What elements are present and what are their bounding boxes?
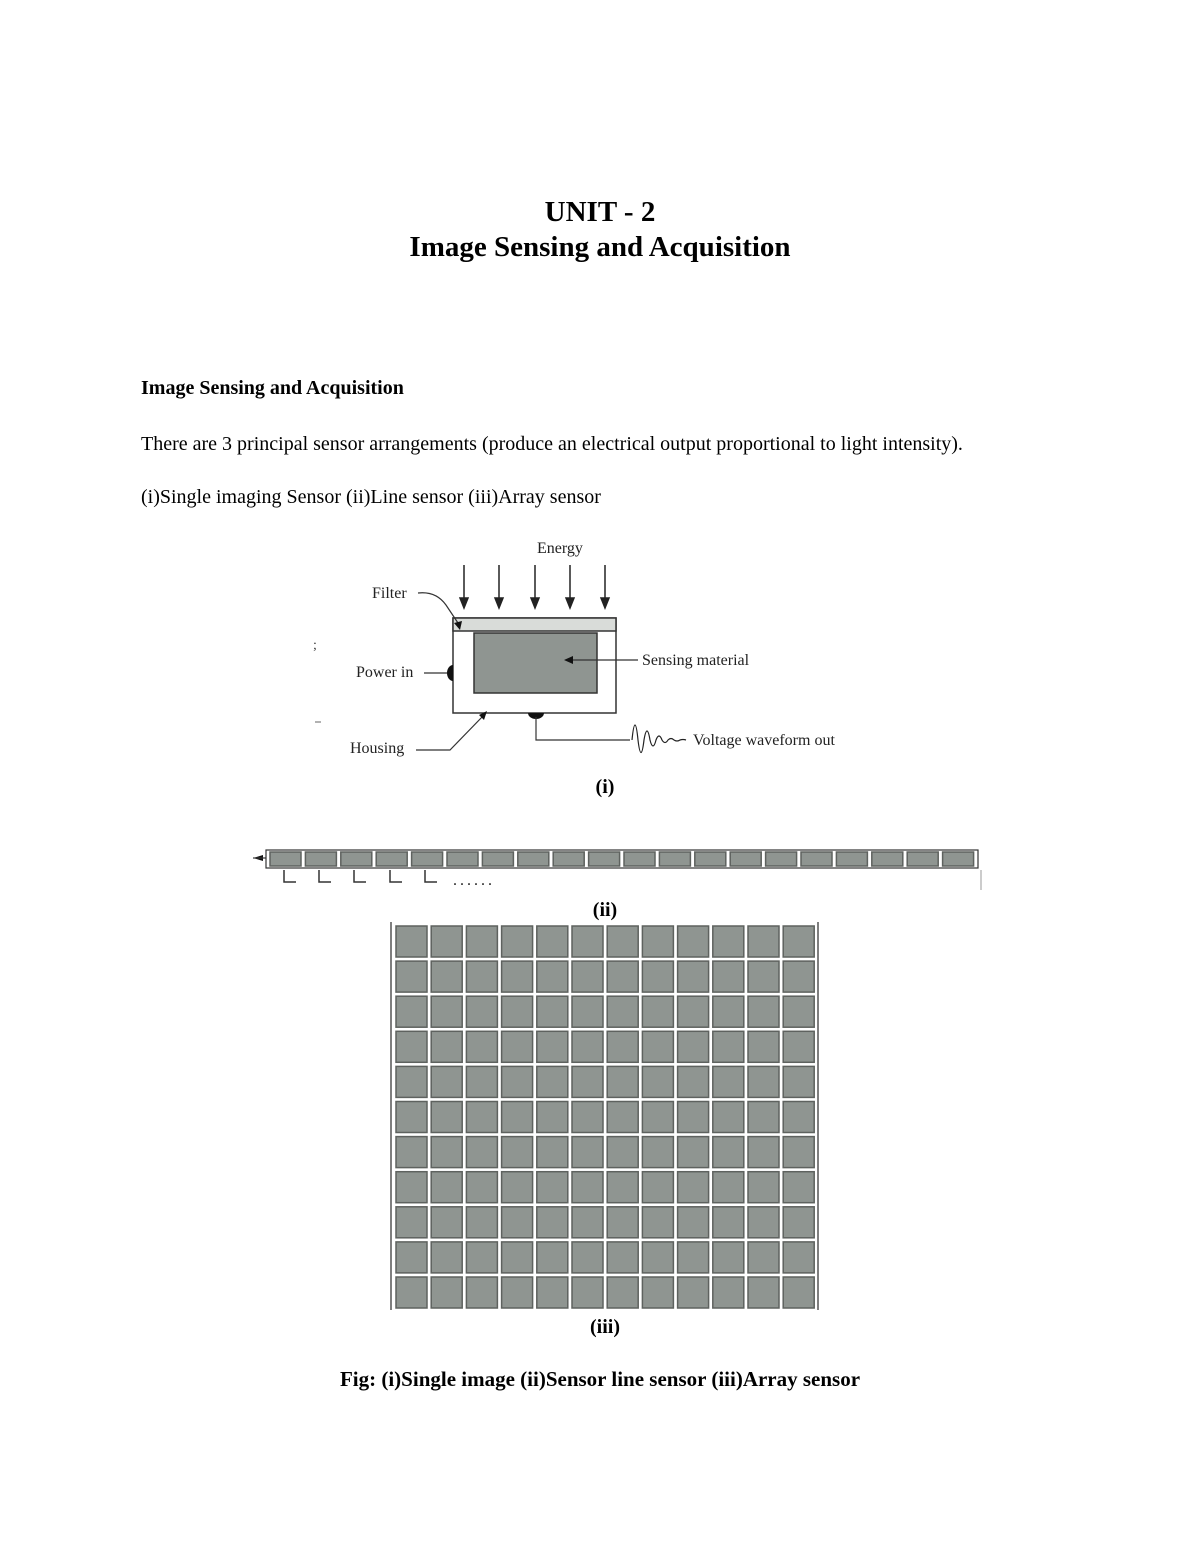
array-sensor-cell xyxy=(748,1066,779,1097)
line-sensor-cell xyxy=(659,852,690,866)
array-sensor-cell xyxy=(396,1066,427,1097)
array-sensor-cell xyxy=(466,1172,497,1203)
array-sensor-cell xyxy=(783,1137,814,1168)
array-sensor-cell xyxy=(537,1137,568,1168)
array-sensor-cell xyxy=(678,996,709,1027)
array-sensor-cell xyxy=(607,1031,638,1062)
array-sensor-cell xyxy=(537,1102,568,1133)
array-sensor-cell xyxy=(783,996,814,1027)
array-sensor-cell xyxy=(537,996,568,1027)
array-sensor-cell xyxy=(396,926,427,957)
array-sensor-cell xyxy=(572,1242,603,1273)
array-sensor-cell xyxy=(642,1277,673,1308)
array-sensor-cell xyxy=(678,1102,709,1133)
array-sensor-cell xyxy=(431,1031,462,1062)
line-sensor-cell xyxy=(836,852,867,866)
array-sensor-cell xyxy=(502,926,533,957)
array-sensor-cell xyxy=(502,961,533,992)
array-sensor-cell xyxy=(396,1102,427,1133)
line-sensor-cell xyxy=(305,852,336,866)
array-sensor-cell xyxy=(713,996,744,1027)
array-sensor-cell xyxy=(572,1277,603,1308)
array-sensor-cell xyxy=(466,1242,497,1273)
array-sensor-cell xyxy=(572,1137,603,1168)
array-sensor-cell xyxy=(431,1102,462,1133)
array-sensor-cell xyxy=(466,1031,497,1062)
line-sensor-cell xyxy=(341,852,372,866)
array-sensor-cell xyxy=(502,1031,533,1062)
array-sensor-cell xyxy=(537,1066,568,1097)
array-sensor-cell xyxy=(572,1066,603,1097)
array-sensor-cell xyxy=(713,1277,744,1308)
array-sensor-cell xyxy=(642,996,673,1027)
power-connector xyxy=(447,665,453,681)
array-sensor-cell xyxy=(502,1172,533,1203)
array-sensor-diagram xyxy=(388,920,822,1314)
array-sensor-cell xyxy=(607,926,638,957)
housing-label: Housing xyxy=(350,740,405,757)
array-sensor-cell xyxy=(502,1102,533,1133)
array-sensor-cell xyxy=(713,961,744,992)
array-sensor-cell xyxy=(713,1242,744,1273)
array-sensor-cell xyxy=(748,1277,779,1308)
array-sensor-cell xyxy=(572,1207,603,1238)
array-sensor-cell xyxy=(642,926,673,957)
power-in-label: Power in xyxy=(356,664,414,681)
array-sensor-cell xyxy=(396,1031,427,1062)
array-sensor-cell xyxy=(607,1137,638,1168)
array-sensor-cell xyxy=(431,1066,462,1097)
array-sensor-cells xyxy=(396,926,814,1308)
section-heading: Image Sensing and Acquisition xyxy=(141,377,404,399)
array-sensor-cell xyxy=(607,996,638,1027)
array-sensor-cell xyxy=(537,1172,568,1203)
array-sensor-cell xyxy=(783,1242,814,1273)
array-sensor-cell xyxy=(466,1137,497,1168)
array-sensor-cell xyxy=(678,1066,709,1097)
array-sensor-cell xyxy=(431,1172,462,1203)
array-sensor-cell xyxy=(748,1242,779,1273)
filter-label: Filter xyxy=(372,585,407,602)
array-sensor-cell xyxy=(678,1172,709,1203)
continuation-dots: ...... xyxy=(453,872,495,889)
figure-caption: Fig: (i)Single image (ii)Sensor line sensor (iii)Array sensor xyxy=(339,1367,861,1391)
array-sensor-cell xyxy=(502,996,533,1027)
array-sensor-cell xyxy=(713,1102,744,1133)
array-sensor-cell xyxy=(572,996,603,1027)
array-sensor-cell xyxy=(748,1137,779,1168)
line-sensor-cell xyxy=(872,852,903,866)
array-sensor-cell xyxy=(607,1277,638,1308)
line-sensor-cell xyxy=(589,852,620,866)
array-sensor-cell xyxy=(678,961,709,992)
array-sensor-cell xyxy=(783,1207,814,1238)
array-sensor-cell xyxy=(537,926,568,957)
array-sensor-cell xyxy=(431,996,462,1027)
array-sensor-cell xyxy=(783,926,814,957)
array-sensor-cell xyxy=(642,1207,673,1238)
energy-label: Energy xyxy=(537,540,583,557)
array-sensor-cell xyxy=(748,961,779,992)
array-sensor-cell xyxy=(396,1137,427,1168)
array-sensor-cell xyxy=(642,1066,673,1097)
array-sensor-cell xyxy=(783,1066,814,1097)
array-sensor-cell xyxy=(466,1102,497,1133)
energy-arrows xyxy=(460,565,609,608)
array-sensor-cell xyxy=(783,1277,814,1308)
body-paragraph: There are 3 principal sensor arrangements (produce an electrical output proportional to light intensity). xyxy=(141,433,963,455)
array-sensor-cell xyxy=(396,1242,427,1273)
array-sensor-cell xyxy=(607,1242,638,1273)
array-sensor-cell xyxy=(431,1277,462,1308)
sensor-list-line: (i)Single imaging Sensor (ii)Line sensor (iii)Array sensor xyxy=(141,486,601,508)
array-sensor-cell xyxy=(748,1031,779,1062)
array-sensor-cell xyxy=(572,961,603,992)
array-sensor-cell xyxy=(678,926,709,957)
line-sensor-cell xyxy=(412,852,443,866)
waveform-icon xyxy=(632,725,686,753)
array-sensor-cell xyxy=(642,1172,673,1203)
array-sensor-cell xyxy=(783,1172,814,1203)
array-sensor-cell xyxy=(466,1277,497,1308)
array-sensor-cell xyxy=(783,1031,814,1062)
array-sensor-cell xyxy=(502,1242,533,1273)
array-sensor-cell xyxy=(678,1137,709,1168)
array-sensor-cell xyxy=(572,1031,603,1062)
array-sensor-cell xyxy=(748,1102,779,1133)
line-sensor-cell xyxy=(624,852,655,866)
array-sensor-cell xyxy=(748,926,779,957)
array-sensor-cell xyxy=(466,996,497,1027)
array-sensor-cell xyxy=(572,1172,603,1203)
array-sensor-cell xyxy=(537,1207,568,1238)
array-sensor-cell xyxy=(431,926,462,957)
array-sensor-cell xyxy=(642,1137,673,1168)
array-sensor-cell xyxy=(642,1031,673,1062)
single-sensor-diagram xyxy=(300,530,900,770)
sensing-material-block xyxy=(474,633,597,693)
array-sensor-cell xyxy=(748,1207,779,1238)
array-sensor-cell xyxy=(396,1207,427,1238)
line-sensor-cell xyxy=(943,852,974,866)
voltage-out-label: Voltage waveform out xyxy=(693,732,835,749)
array-sensor-cell xyxy=(396,1277,427,1308)
array-sensor-cell xyxy=(748,996,779,1027)
array-sensor-cell xyxy=(678,1207,709,1238)
array-sensor-cell xyxy=(466,1207,497,1238)
line-sensor-cell xyxy=(801,852,832,866)
array-sensor-cell xyxy=(537,1242,568,1273)
array-sensor-cell xyxy=(502,1277,533,1308)
line-sensor-cell xyxy=(553,852,584,866)
array-sensor-cell xyxy=(713,1207,744,1238)
line-sensor-diagram xyxy=(250,840,990,895)
array-sensor-cell xyxy=(713,1137,744,1168)
array-sensor-cell xyxy=(713,1066,744,1097)
array-sensor-cell xyxy=(431,961,462,992)
array-sensor-cell xyxy=(713,926,744,957)
array-sensor-cell xyxy=(642,1102,673,1133)
array-sensor-cell xyxy=(466,1066,497,1097)
line-connectors xyxy=(284,870,437,882)
array-sensor-cell xyxy=(607,1066,638,1097)
figure-3-caption: (iii) xyxy=(590,1316,620,1338)
array-sensor-cell xyxy=(678,1277,709,1308)
line-sensor-cell xyxy=(695,852,726,866)
array-sensor-cell xyxy=(466,926,497,957)
array-sensor-cell xyxy=(396,961,427,992)
sensing-material-label: Sensing material xyxy=(642,652,750,669)
figure-2-caption: (ii) xyxy=(592,899,618,921)
array-sensor-cell xyxy=(642,1242,673,1273)
array-sensor-cell xyxy=(431,1207,462,1238)
array-sensor-cell xyxy=(678,1242,709,1273)
line-sensor-cell xyxy=(518,852,549,866)
array-sensor-cell xyxy=(431,1242,462,1273)
array-sensor-cell xyxy=(396,1172,427,1203)
array-sensor-cell xyxy=(572,1102,603,1133)
array-sensor-cell xyxy=(678,1031,709,1062)
array-sensor-cell xyxy=(502,1066,533,1097)
array-sensor-cell xyxy=(466,961,497,992)
page-title: Image Sensing and Acquisition xyxy=(409,231,791,263)
array-sensor-cell xyxy=(607,1172,638,1203)
unit-title: UNIT - 2 xyxy=(544,196,656,228)
line-sensor-cell xyxy=(270,852,301,866)
array-sensor-cell xyxy=(748,1172,779,1203)
filter-strip xyxy=(453,618,616,631)
array-sensor-cell xyxy=(607,1102,638,1133)
line-sensor-cell xyxy=(447,852,478,866)
array-sensor-cell xyxy=(537,1031,568,1062)
line-sensor-cell xyxy=(730,852,761,866)
svg-text:;: ; xyxy=(313,638,317,653)
array-sensor-cell xyxy=(713,1031,744,1062)
array-sensor-cell xyxy=(431,1137,462,1168)
array-sensor-cell xyxy=(502,1137,533,1168)
array-sensor-cell xyxy=(537,1277,568,1308)
line-sensor-cell xyxy=(766,852,797,866)
line-sensor-cell xyxy=(907,852,938,866)
figure-1-caption: (i) xyxy=(595,776,615,798)
array-sensor-cell xyxy=(396,996,427,1027)
array-sensor-cell xyxy=(607,1207,638,1238)
array-sensor-cell xyxy=(572,926,603,957)
line-sensor-cell xyxy=(376,852,407,866)
array-sensor-cell xyxy=(502,1207,533,1238)
line-sensor-cell xyxy=(482,852,513,866)
array-sensor-cell xyxy=(607,961,638,992)
array-sensor-cell xyxy=(642,961,673,992)
array-sensor-cell xyxy=(783,1102,814,1133)
array-sensor-cell xyxy=(713,1172,744,1203)
array-sensor-cell xyxy=(537,961,568,992)
array-sensor-cell xyxy=(783,961,814,992)
